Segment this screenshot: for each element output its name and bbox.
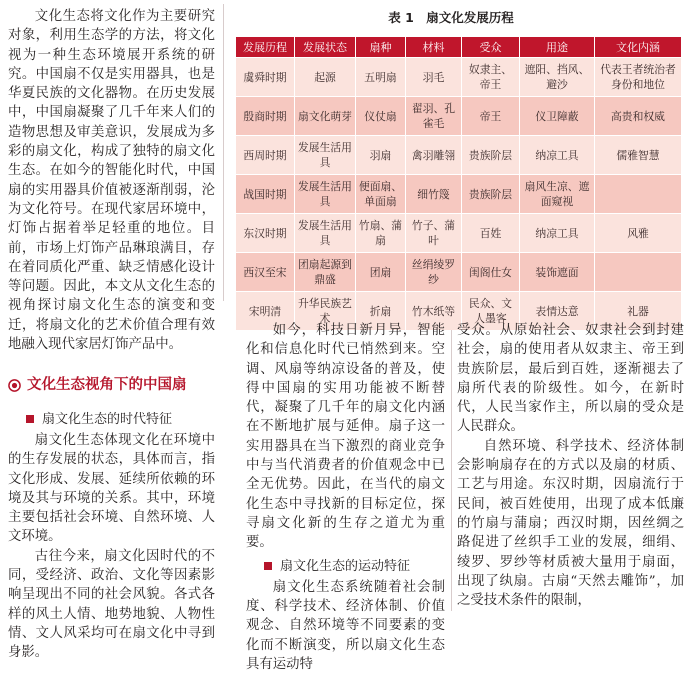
table-cell: 高贵和权威 bbox=[595, 97, 681, 135]
table-cell: 代表王者统治者身份和地位 bbox=[595, 58, 681, 96]
table-cell: 风雅 bbox=[595, 214, 681, 252]
table-cell: 贵族阶层 bbox=[462, 136, 519, 174]
table-cell: 东汉时期 bbox=[236, 214, 294, 252]
table-cell: 羽扇 bbox=[356, 136, 405, 174]
table-cell: 西汉至宋 bbox=[236, 253, 294, 291]
table-cell: 殷商时期 bbox=[236, 97, 294, 135]
section-heading-text: 文化生态视角下的中国扇 bbox=[27, 377, 187, 394]
right-column bbox=[457, 321, 684, 610]
table-cell: 儒雅智慧 bbox=[595, 136, 681, 174]
table-cell: 团扇起源到鼎盛 bbox=[295, 253, 355, 291]
subsection-heading-2-text: 扇文化生态的运动特征 bbox=[280, 558, 411, 574]
middle-column bbox=[246, 321, 445, 674]
left-column bbox=[8, 7, 215, 663]
table-cell: 民众、文人墨客 bbox=[462, 292, 519, 330]
table-row bbox=[236, 136, 681, 174]
table-caption: 表 1 扇文化发展历程 bbox=[388, 10, 514, 25]
column-divider-top bbox=[223, 4, 224, 301]
table-cell: 羽毛 bbox=[406, 58, 461, 96]
middle-paragraph-2: 扇文化生态系统随着社会制度、科学技术、经济体制、价值观念、自然环境等不同要素的变化而不断演变，所以扇文化生态具有运动特 bbox=[246, 579, 445, 673]
table-cell bbox=[595, 253, 681, 291]
table-cell: 西周时期 bbox=[236, 136, 294, 174]
table-cell: 五明扇 bbox=[356, 58, 405, 96]
table-cell: 竹木纸等 bbox=[406, 292, 461, 330]
table-cell: 便面扇、单面扇 bbox=[356, 175, 405, 213]
table-cell: 翟羽、孔雀毛 bbox=[406, 97, 461, 135]
column-divider-bottom bbox=[451, 321, 452, 611]
table-cell: 丝绢绫罗纱 bbox=[406, 253, 461, 291]
table-cell: 表情达意 bbox=[520, 292, 594, 330]
table-cell: 虞舜时期 bbox=[236, 58, 294, 96]
table-cell: 发展生活用具 bbox=[295, 136, 355, 174]
table-cell: 百姓 bbox=[462, 214, 519, 252]
subsection-heading-1 bbox=[8, 410, 215, 429]
table-header-cell: 受众 bbox=[462, 37, 519, 57]
table-cell: 装饰遮面 bbox=[520, 253, 594, 291]
table-row bbox=[236, 97, 681, 135]
table-header-cell: 文化内涵 bbox=[595, 37, 681, 57]
table-cell: 禽羽雕翎 bbox=[406, 136, 461, 174]
table-cell: 扇文化萌芽 bbox=[295, 97, 355, 135]
table-row bbox=[236, 175, 681, 213]
table-cell: 贵族阶层 bbox=[462, 175, 519, 213]
table-cell: 纳凉工具 bbox=[520, 136, 594, 174]
table-cell: 仪仗扇 bbox=[356, 97, 405, 135]
subsection-1-paragraph-1: 扇文化生态体现文化在环境中的生存发展的状态，具体而言，指文化形成、发展、延续所依赖的环境及其与环境的关系。其中，环境主要包括社会环境、自然环境、人文环境。 bbox=[8, 432, 215, 545]
right-paragraph-1: 受众。从原始社会、奴隶社会到封建社会，扇的使用者从奴隶主、帝王到贵族阶层，最后到百姓，逐渐褪去了扇所代表的阶级性。如今，在新时代，人民当家作主，所以扇的受众是人民群众。 bbox=[457, 323, 684, 435]
table-header-cell: 扇种 bbox=[356, 37, 405, 57]
table-cell: 起源 bbox=[295, 58, 355, 96]
target-circle-icon bbox=[8, 379, 21, 392]
table-cell: 升华民族艺术 bbox=[295, 292, 355, 330]
intro-paragraph: 文化生态将文化作为主要研究对象，利用生态学的方法，将文化视为一种生态环境展开系统的研究。中国扇不仅是实用器具，也是华夏民族的文化器物。在历史发展中，中国扇凝聚了几千年来人们的造物思想及审美意识，发展成为多彩的扇文化，构成了独特的扇文化生态。在如今的智能化时代，中国扇的实用器具价值被逐渐削弱，沦为文化符号。在现代家居环境中，灯饰占据着举足轻重的地位。目前，市场上灯饰产品琳琅满目，存在着同质化严重、缺乏情感化设计等问题。因此，本文从文化生态的视角探讨扇文化生态的演变和变迁，将扇文化的艺术价值合理有效地融入现代家居灯饰产品中。 bbox=[8, 9, 215, 353]
table-cell: 细竹篾 bbox=[406, 175, 461, 213]
table-cell bbox=[595, 175, 681, 213]
table-cell: 竹子、蒲叶 bbox=[406, 214, 461, 252]
table-cell: 仪卫障蔽 bbox=[520, 97, 594, 135]
table-cell: 纳凉工具 bbox=[520, 214, 594, 252]
table-cell: 闺阁仕女 bbox=[462, 253, 519, 291]
table-cell: 奴隶主、帝王 bbox=[462, 58, 519, 96]
table-cell: 帝王 bbox=[462, 97, 519, 135]
table-cell: 团扇 bbox=[356, 253, 405, 291]
middle-paragraph-1: 如今，科技日新月异，智能化和信息化时代已悄然到来。空调、风扇等纳凉设备的普及，使得中国扇的实用功能被不断替代，凝聚了几千年的扇文化内涵在不断地扩展与延伸。扇子这一实用器具在当下激烈的商业竞争中与当代消费者的价值观念中已全无优势。因此，在当代的扇文化生态中寻找新的目标定位，探寻扇文化新的生存之道尤为重要。 bbox=[246, 323, 445, 551]
table-cell: 扇风生凉、遮面窥视 bbox=[520, 175, 594, 213]
table-cell: 遮阳、挡风、避沙 bbox=[520, 58, 594, 96]
table-header-cell: 用途 bbox=[520, 37, 594, 57]
red-square-icon bbox=[264, 562, 272, 570]
table-cell: 发展生活用具 bbox=[295, 214, 355, 252]
right-paragraph-2: 自然环境、科学技术、经济体制会影响扇存在的方式以及扇的材质、工艺与用途。东汉时期，因扇流行于民间，被百姓使用，出现了成本低廉的竹扇与蒲扇；西汉时期，因丝绸之路促进了丝织手工业的发展，细绢、绫罗、罗纱等材质被大量用于扇面，出现了纨扇。古扇“天然去雕饰”，加之受技术条件的限制， bbox=[457, 438, 684, 609]
table-header-row bbox=[236, 37, 681, 57]
table-cell: 战国时期 bbox=[236, 175, 294, 213]
subsection-heading-1-text: 扇文化生态的时代特征 bbox=[42, 411, 173, 427]
table-header-cell: 发展历程 bbox=[236, 37, 294, 57]
fan-culture-table bbox=[235, 36, 674, 331]
red-square-icon bbox=[26, 415, 34, 423]
table-header-cell: 材料 bbox=[406, 37, 461, 57]
table-cell: 礼器 bbox=[595, 292, 681, 330]
subsection-1-paragraph-2: 古往今来，扇文化因时代的不同，受经济、政治、文化等因素影响呈现出不同的社会风貌。各式各样的风土人情、地势地貌、人物性情、文人风采均可在扇文化中寻到身影。 bbox=[8, 548, 215, 661]
subsection-heading-2 bbox=[246, 557, 445, 576]
table-cell: 宋明清 bbox=[236, 292, 294, 330]
table-header-cell: 发展状态 bbox=[295, 37, 355, 57]
table-cell: 发展生活用具 bbox=[295, 175, 355, 213]
table-cell: 折扇 bbox=[356, 292, 405, 330]
table-row bbox=[236, 253, 681, 291]
table-row bbox=[236, 214, 681, 252]
table-row bbox=[236, 58, 681, 96]
table-cell: 竹扇、蒲扇 bbox=[356, 214, 405, 252]
section-heading bbox=[8, 376, 215, 395]
